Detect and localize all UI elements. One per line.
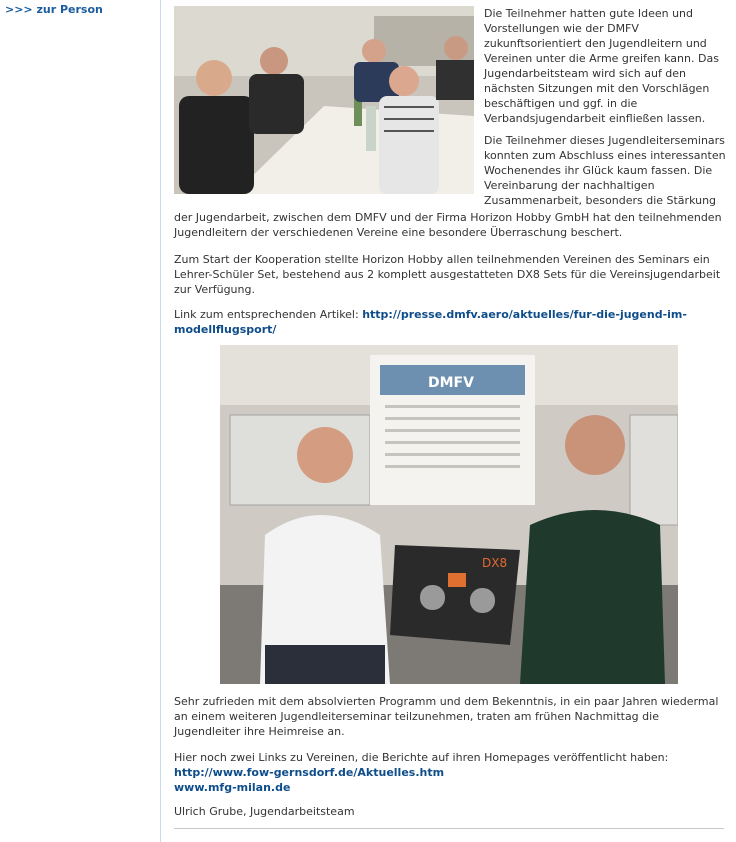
sidebar (0, 0, 161, 842)
zur-person-link[interactable]: >>> zur Person (5, 3, 103, 16)
seminar-photo (174, 6, 474, 194)
cooperation-paragraph: Zum Start der Kooperation stellte Horizon Hobby allen teilnehmenden Vereinen des Seminars ein Lehrer-Schüler Set, bestehend aus 2 komplett ausgestatteten DX8 Sets für die Vereinsjugendarbeit zur Verfügung. (174, 253, 721, 296)
dmfv-article-link[interactable]: http://presse.dmfv.aero/aktuelles/fur-die-jugend-im-modellflugsport/ (174, 308, 687, 336)
club-link-1-line (174, 765, 726, 780)
article-link-line (174, 307, 726, 337)
intro-paragraph-2: Die Teilnehmer dieses Jugendleiterseminars konnten zum Abschluss eines interessanten Wochenendes ihr Glück kaum fassen. Die Vereinbarung der nachhaltigen Zusammenarbeit, besonders die Stärkung (484, 134, 726, 207)
club-links-intro: Hier noch zwei Links zu Vereinen, die Berichte auf ihren Homepages veröffentlicht haben: (174, 751, 669, 764)
signature: Ulrich Grube, Jugendarbeitsteam (174, 805, 355, 818)
intro-paragraph-2-continued: der Jugendarbeit, zwischen dem DMFV und der Firma Horizon Hobby GmbH hat den teilnehmenden Jugendleitern der verschiedenen Vereine eine besondere Überraschung beschert. (174, 211, 722, 239)
intro-text (484, 6, 726, 208)
handover-photo (220, 345, 678, 684)
fow-gernsdorf-link[interactable]: http://www.fow-gernsdorf.de/Aktuelles.htm (174, 766, 445, 779)
mfg-milan-link[interactable]: www.mfg-milan.de (174, 781, 291, 794)
box-dx8-label: DX8 (482, 556, 508, 570)
club-link-2-line (174, 780, 726, 795)
screen-dmfv-logo: DMFV (428, 375, 474, 391)
closing-paragraph: Sehr zufrieden mit dem absolvierten Programm und dem Bekenntnis, in ein paar Jahren wiedermal an einem weiteren Jugendleiterseminar teilzunehmen, traten am frühen Nachmittag die Jugendleiter ihre Heimreise an. (174, 695, 719, 738)
bottom-divider (174, 828, 724, 829)
article-link-prefix: Link zum entsprechenden Artikel: (174, 308, 363, 321)
intro-paragraph-1: Die Teilnehmer hatten gute Ideen und Vorstellungen wie der DMFV zukunftsorientiert den Jugendleitern und Vereinen unter die Arme greifen kann. Das Jugendarbeitsteam wird sich auf den nächsten Sitzungen mit den Vorschlägen beschäftigen und ggf. in die Verbandsjugendarbeit einfließen lassen. (484, 7, 719, 125)
